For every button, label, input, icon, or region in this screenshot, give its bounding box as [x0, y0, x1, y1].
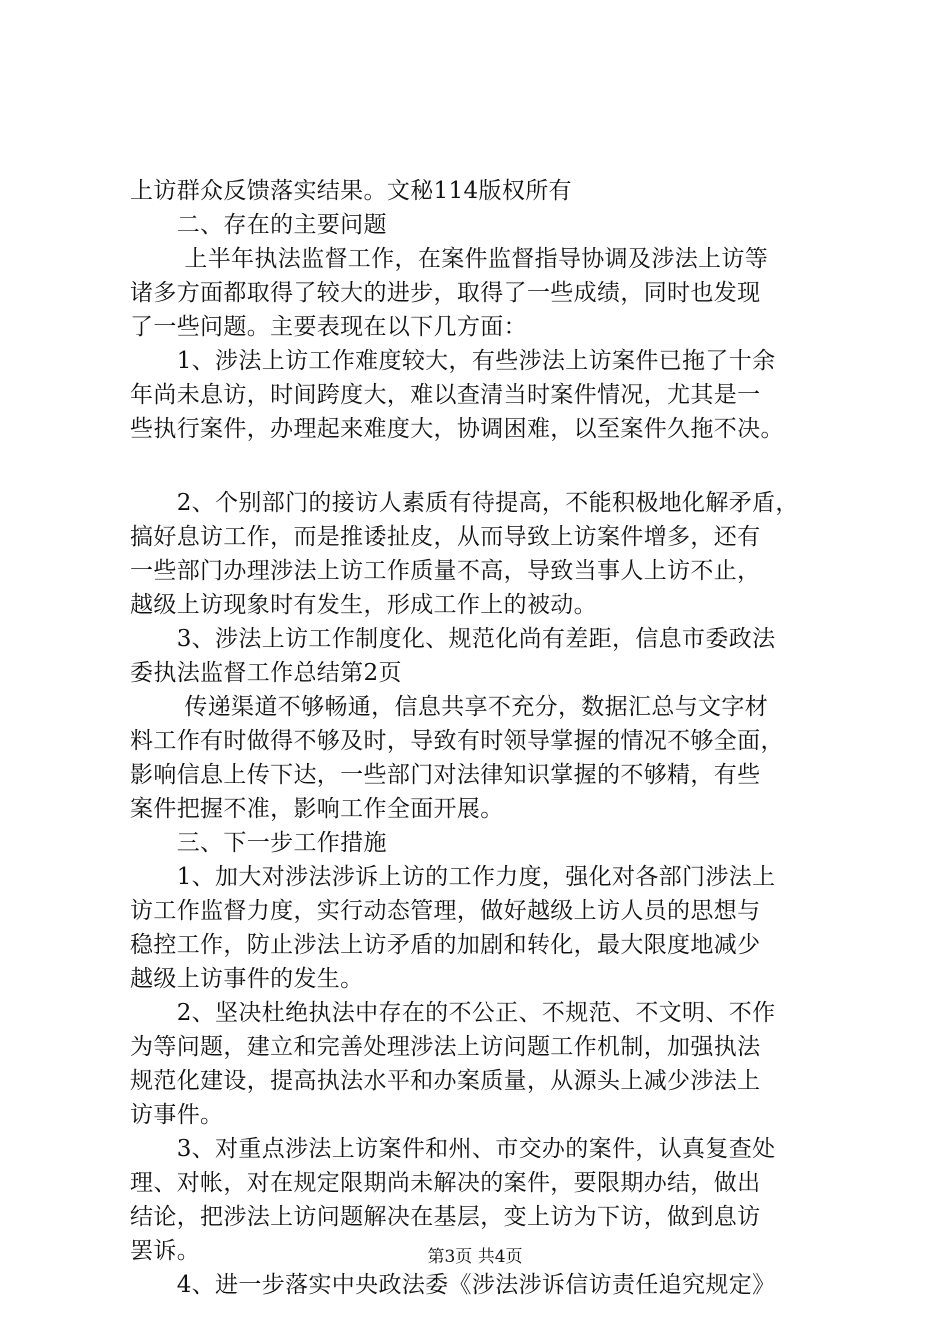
text-line: 搞好息访工作，而是推诿扯皮，从而导致上访案件增多，还有 [130, 524, 761, 550]
text-line: 料工作有时做得不够及时，导致有时领导掌握的情况不够全面， [130, 728, 784, 754]
text-line: 罢诉。 [130, 1238, 201, 1264]
paragraph-gap [130, 446, 830, 486]
text-line: 年尚未息访，时间跨度大，难以查清当时案件情况，尤其是一 [130, 382, 761, 408]
text-line: 1、涉法上访工作难度较大，有些涉法上访案件已拖了十余 [130, 348, 776, 374]
section-heading: 二、存在的主要问题 [130, 212, 387, 238]
text-line: 越级上访现象时有发生，形成工作上的被动。 [130, 592, 597, 618]
text-line: 2、坚决杜绝执法中存在的不公正、不规范、不文明、不作 [130, 1000, 776, 1026]
text-line: 理、对帐，对在规定限期尚未解决的案件，要限期办结，做出 [130, 1170, 761, 1196]
text-line: 结论，把涉法上访问题解决在基层，变上访为下访，做到息访 [130, 1204, 761, 1230]
page-number: 第3页 共4页 [427, 1247, 523, 1267]
text-line: 越级上访事件的发生。 [130, 966, 364, 992]
text-line: 委执法监督工作总结第2页 [130, 660, 402, 686]
text-line: 影响信息上传下达，一些部门对法律知识掌握的不够精，有些 [130, 762, 761, 788]
text-line: 了一些问题。主要表现在以下几方面： [130, 314, 527, 340]
text-line: 传递渠道不够畅通，信息共享不充分，数据汇总与文字材 [130, 694, 769, 720]
text-line: 上半年执法监督工作，在案件监督指导协调及涉法上访等 [130, 246, 769, 272]
text-line: 访事件。 [130, 1102, 224, 1128]
text-line: 为等问题，建立和完善处理涉法上访问题工作机制，加强执法 [130, 1034, 761, 1060]
page-footer [0, 1245, 950, 1269]
text-line: 一些部门办理涉法上访工作质量不高，导致当事人上访不止， [130, 558, 761, 584]
text-line: 3、涉法上访工作制度化、规范化尚有差距，信息市委政法 [130, 626, 776, 652]
text-line: 诸多方面都取得了较大的进步，取得了一些成绩，同时也发现 [130, 280, 761, 306]
text-line: 4、进一步落实中央政法委《涉法涉诉信访责任追究规定》 [130, 1272, 776, 1298]
text-line: 些执行案件，办理起来难度大，协调困难，以至案件久拖不决。 [130, 416, 784, 442]
text-line: 稳控工作，防止涉法上访矛盾的加剧和转化，最大限度地减少 [130, 932, 761, 958]
document-body [130, 174, 830, 1302]
section-heading: 三、下一步工作措施 [130, 830, 387, 856]
text-line: 3、对重点涉法上访案件和州、市交办的案件，认真复查处 [130, 1136, 776, 1162]
text-line: 访工作监督力度，实行动态管理，做好越级上访人员的思想与 [130, 898, 761, 924]
text-line: 2、个别部门的接访人素质有待提高，不能积极地化解矛盾， [130, 490, 799, 516]
text-line: 案件把握不准，影响工作全面开展。 [130, 796, 504, 822]
text-line: 1、加大对涉法涉诉上访的工作力度，强化对各部门涉法上 [130, 864, 776, 890]
text-line: 上访群众反馈落实结果。文秘114版权所有 [130, 178, 572, 204]
text-line: 规范化建设，提高执法水平和办案质量，从源头上减少涉法上 [130, 1068, 761, 1094]
